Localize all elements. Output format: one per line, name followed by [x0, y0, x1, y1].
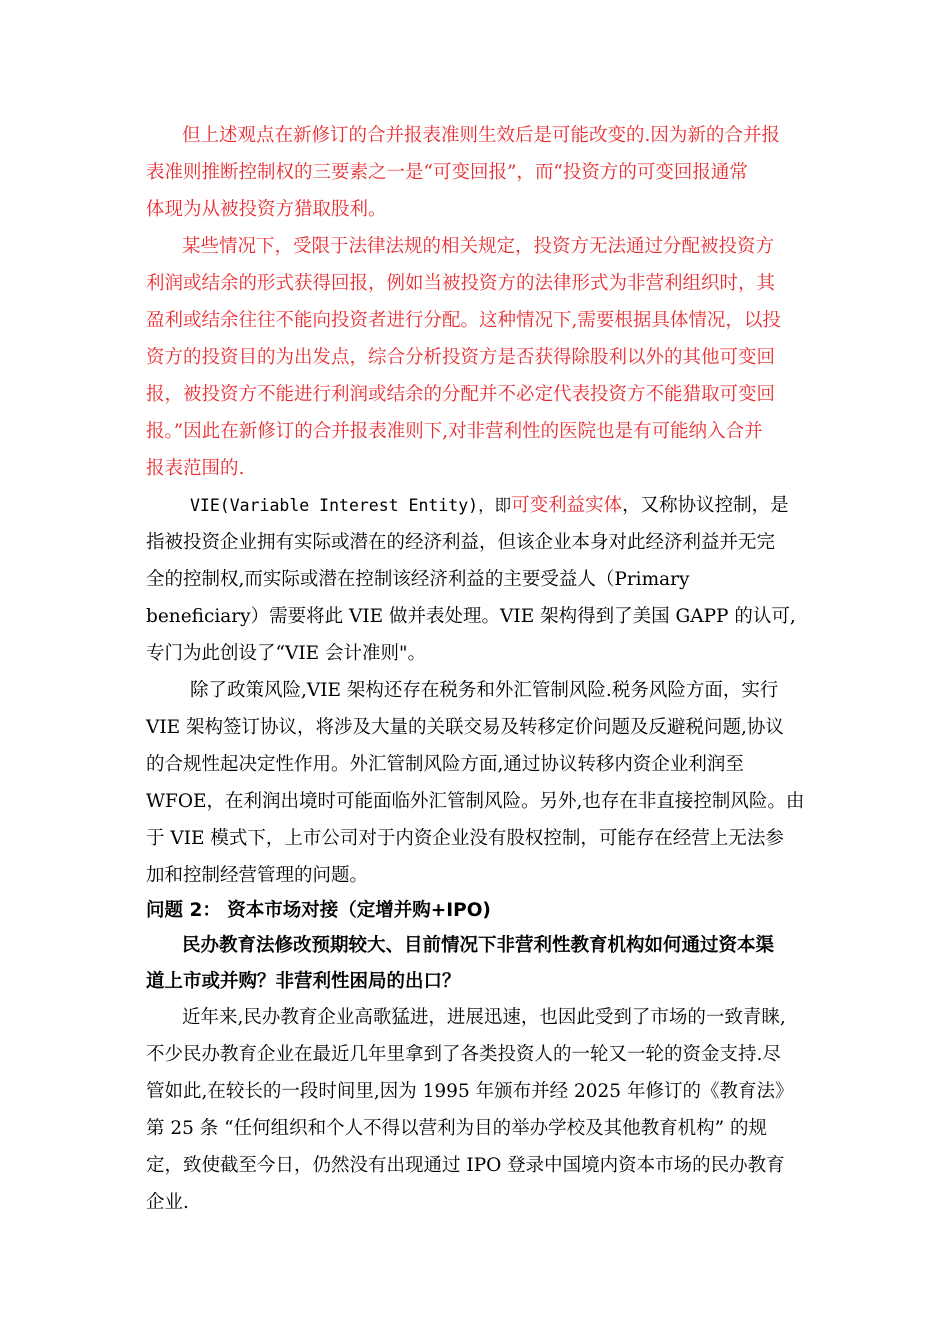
paragraph-5-line: 近年来,民办教育企业高歌猛进，进展迅速，也因此受到了市场的一致青睐, — [182, 1007, 786, 1028]
paragraph-2-line: 利润或结余的形式获得回报，例如当被投资方的法律形式为非营利组织时，其 — [146, 273, 776, 294]
paragraph-1-line: 但上述观点在新修订的合并报表准则生效后是可能改变的.因为新的合并报 — [182, 125, 780, 146]
paragraph-3-line: 指被投资企业拥有实际或潜在的经济利益，但该企业本身对此经济利益并无完 — [146, 532, 776, 553]
paragraph-3-line: 全的控制权,而实际或潜在控制该经济利益的主要受益人（Primary — [146, 569, 690, 590]
paragraph-1-line: 体现为从被投资方猎取股利。 — [146, 199, 387, 220]
paragraph-4-line: VIE 架构签订协议，将涉及大量的关联交易及转移定价问题及反避税问题,协议 — [146, 717, 784, 738]
paragraph-5-line: 管如此,在较长的一段时间里,因为 1995 年颁布并经 2025 年修订的《教育法》 — [146, 1081, 794, 1102]
question-line: 民办教育法修改预期较大、目前情况下非营利性教育机构如何通过资本渠 — [182, 935, 775, 956]
vie-definition-rest: ，又称协议控制，是 — [622, 495, 789, 516]
paragraph-4-line: 除了政策风险,VIE 架构还存在税务和外汇管制风险.税务风险方面，实行 — [190, 680, 779, 701]
paragraph-2-line: 某些情况下，受限于法律法规的相关规定，投资方无法通过分配被投资方 — [182, 236, 775, 257]
paragraph-4-line: 于 VIE 模式下，上市公司对于内资企业没有股权控制，可能存在经营上无法参 — [146, 828, 784, 849]
paragraph-3-first-line — [190, 494, 789, 518]
section-heading: 问题 2： 资本市场对接（定增并购+IPO) — [146, 900, 491, 921]
paragraph-4-line: WFOE，在利润出境时可能面临外汇管制风险。另外,也存在非直接控制风险。由 — [146, 791, 805, 812]
paragraph-2-line: 盈利或结余往往不能向投资者进行分配。这种情况下,需要根据具体情况，以投 — [146, 310, 781, 331]
paragraph-4-line: 加和控制经营管理的问题。 — [146, 865, 369, 886]
paragraph-4-line: 的合规性起决定性作用。外汇管制风险方面,通过协议转移内资企业利润至 — [146, 754, 744, 775]
question-line: 道上市或并购？非营利性困局的出口？ — [146, 971, 461, 992]
paragraph-5-line: 不少民办教育企业在最近几年里拿到了各类投资人的一轮又一轮的资金支持.尽 — [146, 1044, 781, 1065]
paragraph-2-line: 报表范围的. — [146, 458, 245, 479]
paragraph-2-line: 资方的投资目的为出发点，综合分析投资方是否获得除股利以外的其他可变回 — [146, 347, 776, 368]
paragraph-5-line: 定，致使截至今日，仍然没有出现通过 IPO 登录中国境内资本市场的民办教育 — [146, 1155, 785, 1176]
paragraph-3-line: beneficiary）需要将此 VIE 做并表处理。VIE 架构得到了美国 GAPP 的认可, — [146, 606, 796, 627]
paragraph-5-line: 企业. — [146, 1192, 189, 1213]
paragraph-2-line: 报，被投资方不能进行利润或结余的分配并不必定代表投资方不能猎取可变回 — [146, 384, 776, 405]
vie-definition-text: VIE(Variable Interest Entity)，即 — [190, 496, 512, 515]
vie-term-highlight: 可变利益实体 — [511, 495, 623, 516]
paragraph-2-line: 报。”因此在新修订的合并报表准则下,对非营利性的医院也是有可能纳入合并 — [146, 421, 763, 442]
paragraph-3-line: 专门为此创设了“VIE 会计准则"。 — [146, 643, 427, 664]
paragraph-5-line: 第 25 条 “任何组织和个人不得以营利为目的举办学校及其他教育机构” 的规 — [146, 1118, 767, 1139]
paragraph-1-line: 表准则推断控制权的三要素之一是“可变回报”，而“投资方的可变回报通常 — [146, 162, 748, 183]
